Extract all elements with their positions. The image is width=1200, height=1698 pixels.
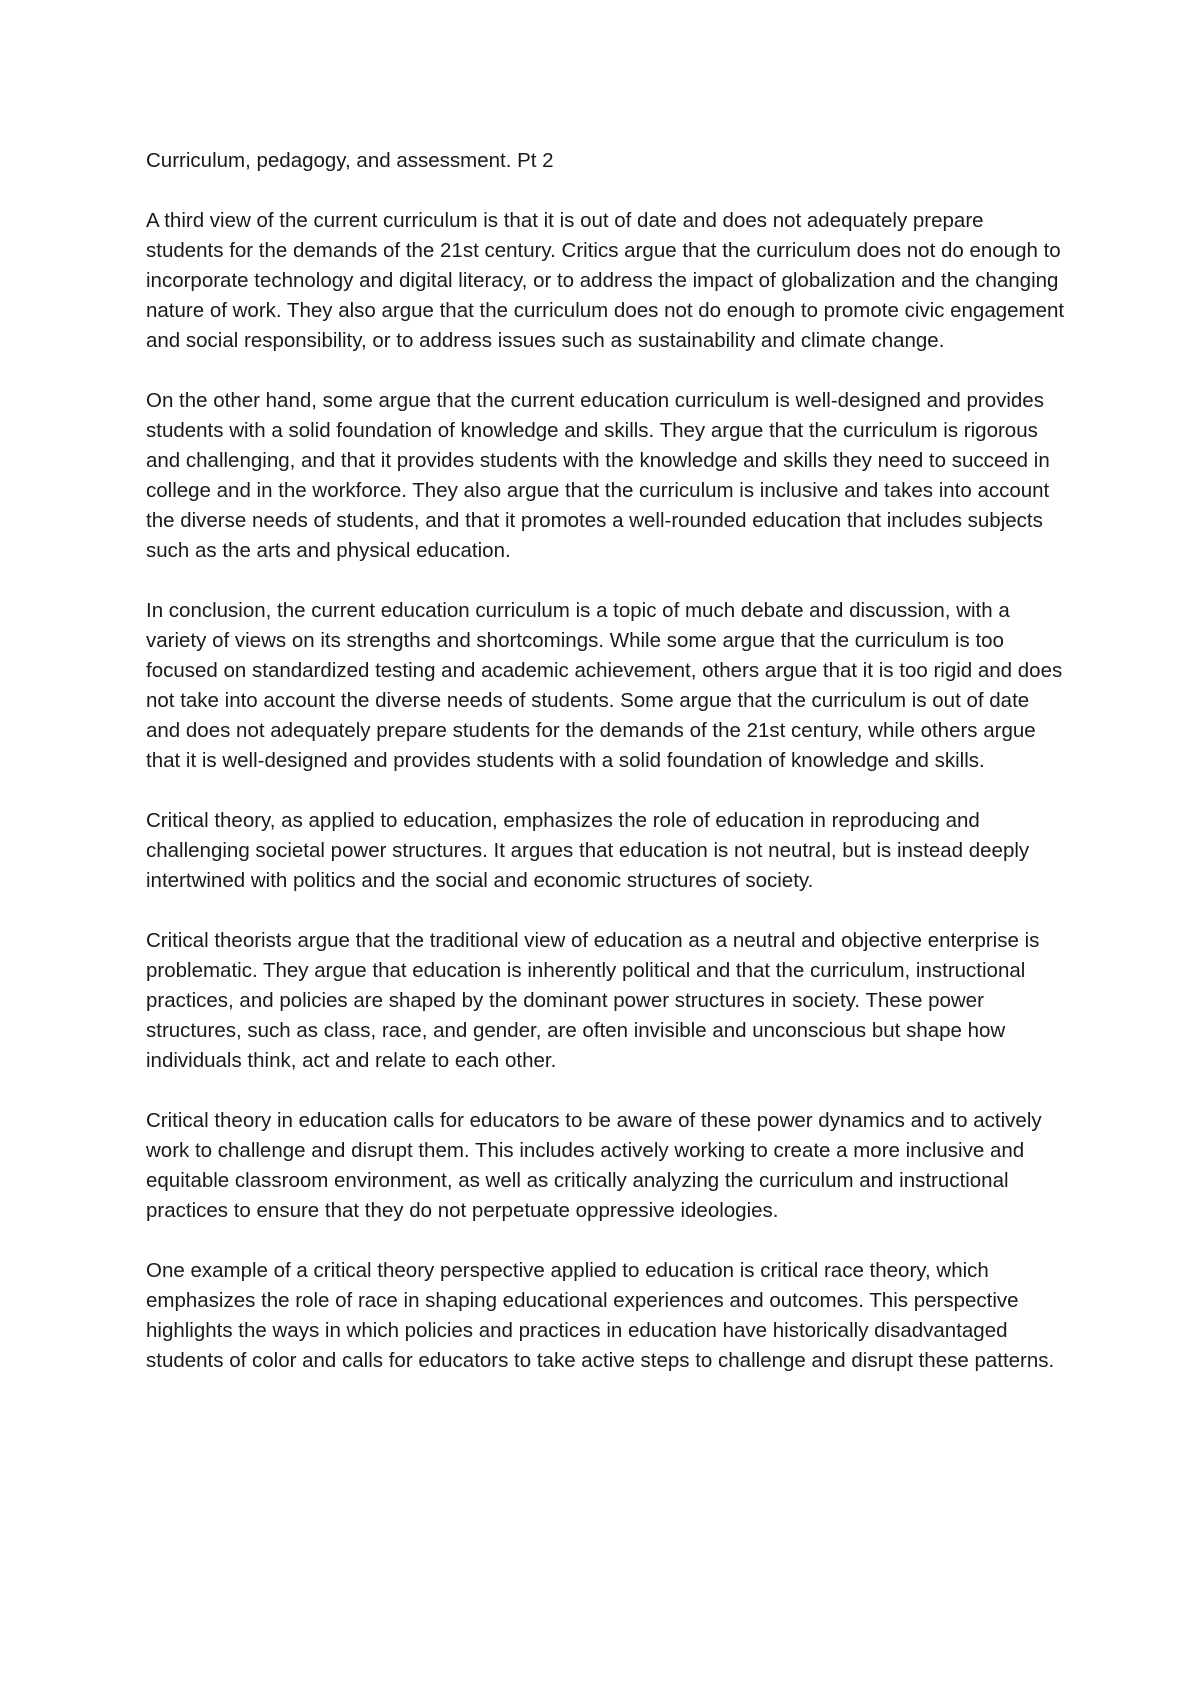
paragraph-educators-call: Critical theory in education calls for educators to be aware of these power dynamics and to actively work to challenge and disrupt them. This includes actively working to create a more inclusive and equitable classroom environment, as well as critically analyzing the curriculum and instructional practices to ensure that they do not perpetuate oppressive ideologies.	[146, 1109, 1042, 1222]
paragraph-conclusion: In conclusion, the current education curriculum is a topic of much debate and discussion, with a variety of views on its strengths and shortcomings. While some argue that the curriculum is too focused on standardized testing and academic achievement, others argue that it is too rigid and does not take into account the diverse needs of students. Some argue that the curriculum is out of date and does not adequately prepare students for the demands of the 21st century, while others argue that it is well-designed and provides students with a solid foundation of knowledge and skills.	[146, 599, 1063, 772]
paragraph-curriculum-well-designed: On the other hand, some argue that the current education curriculum is well-designed and provides students with a solid foundation of knowledge and skills. They argue that the curriculum is rigorous and challenging, and that it provides students with the knowledge and skills they need to succeed in college and in the workforce. They also argue that the curriculum is inclusive and takes into account the diverse needs of students, and that it promotes a well-rounded education that includes subjects such as the arts and physical education.	[146, 389, 1050, 562]
paragraph-critical-theory-intro: Critical theory, as applied to education, emphasizes the role of education in reproducing and challenging societal power structures. It argues that education is not neutral, but is instead deeply intertwined with politics and the social and economic structures of society.	[146, 809, 1030, 892]
paragraph-critical-race-theory: One example of a critical theory perspective applied to education is critical race theory, which emphasizes the role of race in shaping educational experiences and outcomes. This perspective highlights the ways in which policies and practices in education have historically disadvantaged students of color and calls for educators to take active steps to challenge and disrupt these patterns.	[146, 1259, 1055, 1372]
document-body	[146, 146, 1066, 1406]
document-title: Curriculum, pedagogy, and assessment. Pt 2	[146, 149, 554, 172]
paragraph-curriculum-out-of-date: A third view of the current curriculum is that it is out of date and does not adequately prepare students for the demands of the 21st century. Critics argue that the curriculum does not do enough to incorporate technology and digital literacy, or to address the impact of globalization and the changing nature of work. They also argue that the curriculum does not do enough to promote civic engagement and social responsibility, or to address issues such as sustainability and climate change.	[146, 209, 1065, 352]
paragraph-critical-theorists: Critical theorists argue that the traditional view of education as a neutral and objective enterprise is problematic. They argue that education is inherently political and that the curriculum, instructional practices, and policies are shaped by the dominant power structures in society. These power structures, such as class, race, and gender, are often invisible and unconscious but shape how individuals think, act and relate to each other.	[146, 929, 1040, 1072]
